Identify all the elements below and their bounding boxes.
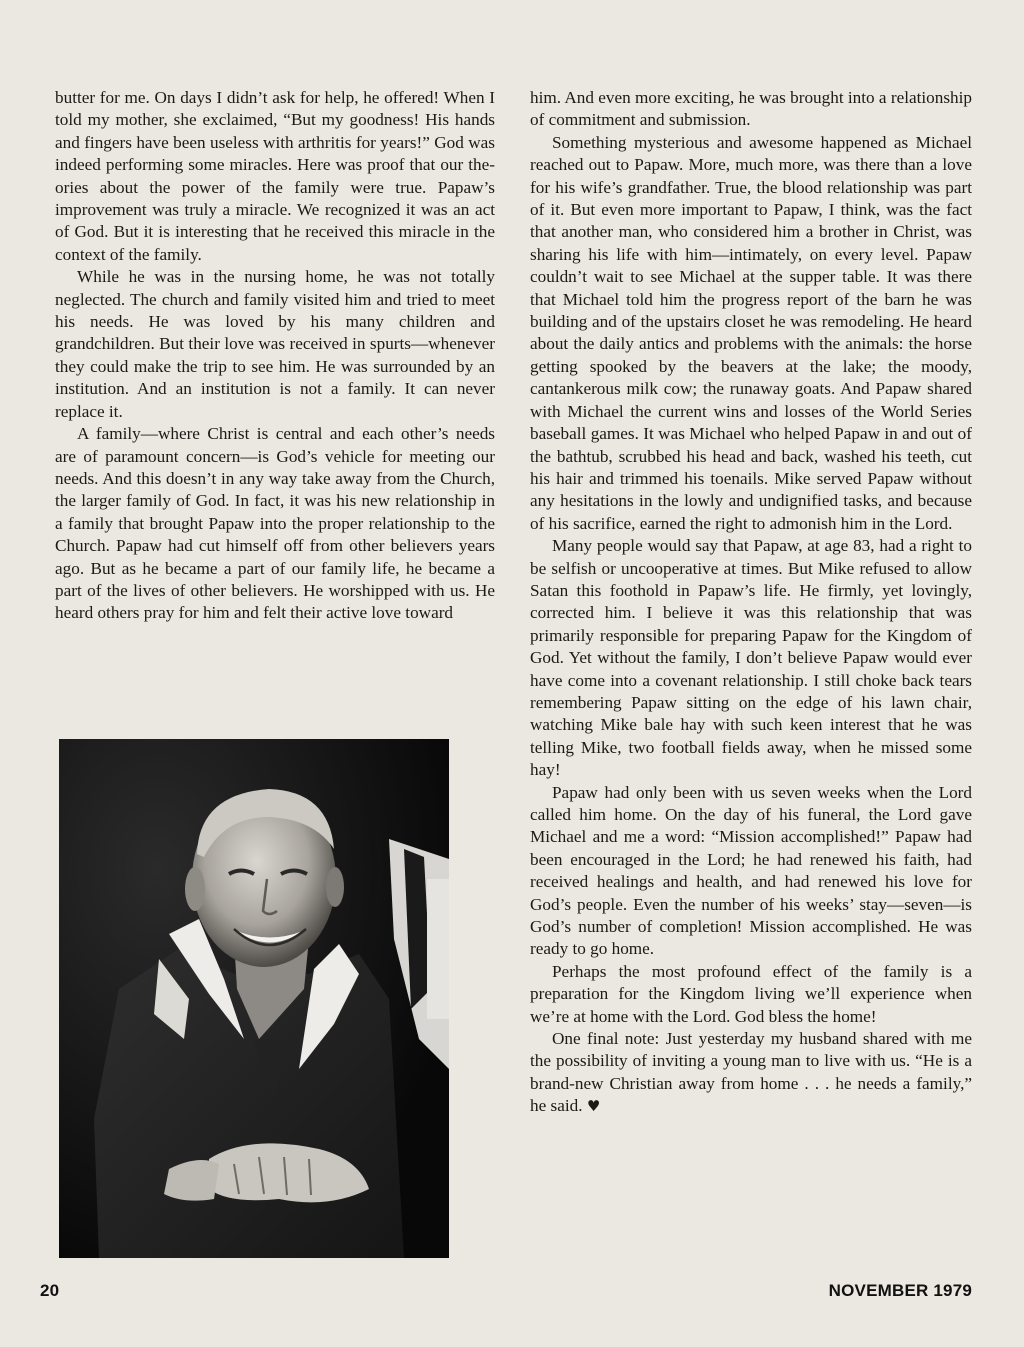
- paragraph: A family—where Christ is central and each other’s needs are of paramount concern—is God’s vehicle for meeting our needs. And this doesn’t in any way take away from the Church, the larger family of God. In fact, it was his new relationship in a family that brought Papaw into the proper relationship to the Church. Papaw had cut himself off from other believers years ago. But as he became a part of our family life, he became a part of the lives of other believers. He worshipped with us. He heard others pray for him and felt their active love toward: [55, 424, 495, 623]
- paragraph: [530, 1028, 972, 1118]
- portrait-photo: [59, 739, 449, 1258]
- paragraph-text: One final note: Just yesterday my husband shared with me the possibility of inviting a young man to live with us. “He is a brand-new Christian away from home . . . he needs a family,” he said.: [530, 1029, 972, 1116]
- page-number: 20: [40, 1281, 60, 1300]
- paragraph: him. And even more exciting, he was brought into a relationship of commitment and submission.: [530, 88, 973, 130]
- paragraph: Something mysterious and awesome happened as Michael reached out to Papaw. More, much more, was there than a love for his wife’s grandfather. True, the blood relationship was part of it. But even more important to Papaw, I think, was the fact that another man, who considered him a brother in Christ, was sharing his life with him—intimately, on every level. Papaw couldn’t wait to see Michael at the supper table. It was there that Michael told him the progress report of the barn he was building and of the upstairs closet he was remodeling. He heard about the daily antics and problems with the animals: the horse getting spooked by the beavers at the lake; the moody, cantankerous milk cow; the runaway goats. And Papaw shared with Michael the current wins and losses of the World Series baseball games. It was Michael who helped Papaw in and out of the bathtub, scrubbed his head and back, washed his teeth, cut his hair and trimmed his toenails. Mike served Papaw without any hesitations in the lowly and undignified tasks, and because of his sacrifice, earned the right to admonish him in the Lord.: [530, 132, 972, 533]
- paragraph: Perhaps the most profound effect of the family is a preparation for the Kingdom living we’ll experience when we’re at home with the Lord. God bless the home!: [530, 961, 972, 1026]
- paragraph: Papaw had only been with us seven weeks when the Lord called him home. On the day of his funeral, the Lord gave Michael and me a word: “Mission accomplished!” Papaw had been encouraged in the Lord; he had renewed his faith, had received healings and health, and had renewed his love for God’s people. Even the number of his weeks’ stay—seven—is God’s number of completion! Mission accomplished. He was ready to go home.: [530, 782, 972, 959]
- end-mark-icon: ♥: [586, 1097, 601, 1116]
- right-text-column: [530, 87, 972, 1118]
- left-text-column: [55, 87, 495, 625]
- issue-date: NOVEMBER 1979: [828, 1281, 972, 1300]
- paragraph: Many people would say that Papaw, at age 83, had a right to be selfish or uncooperative at times. But Mike refused to allow Satan this foothold in Papaw’s life. He firmly, yet lovingly, corrected him. I believe it was this relationship that was primarily responsible for preparing Papaw for the Kingdom of God. Yet without the family, I don’t believe Papaw would ever have come into a covenant relationship. I still choke back tears remembering Papaw sitting on the edge of his lawn chair, watching Mike bale hay with such keen interest that he was telling Mike, two football fields away, when he missed some hay!: [530, 536, 972, 780]
- paragraph: While he was in the nursing home, he was not totally neglected. The church and family visited him and tried to meet his needs. He was loved by his many children and grandchildren. But their love was received in spurts—whenever they could make the trip to see him. He was surrounded by an institution. And an institution is not a family. It can never replace it.: [55, 267, 495, 421]
- paragraph: butter for me. On days I didn’t ask for help, he offered! When I told my mother, she exclaimed, “But my goodness! His hands and fingers have been useless with arthritis for years!” God was indeed performing some miracles. Here was proof that our theories about the power of the family were true. Papaw’s improvement was truly a miracle. We recognized it was an act of God. But it is interesting that he received this miracle in the context of the family.: [55, 88, 495, 264]
